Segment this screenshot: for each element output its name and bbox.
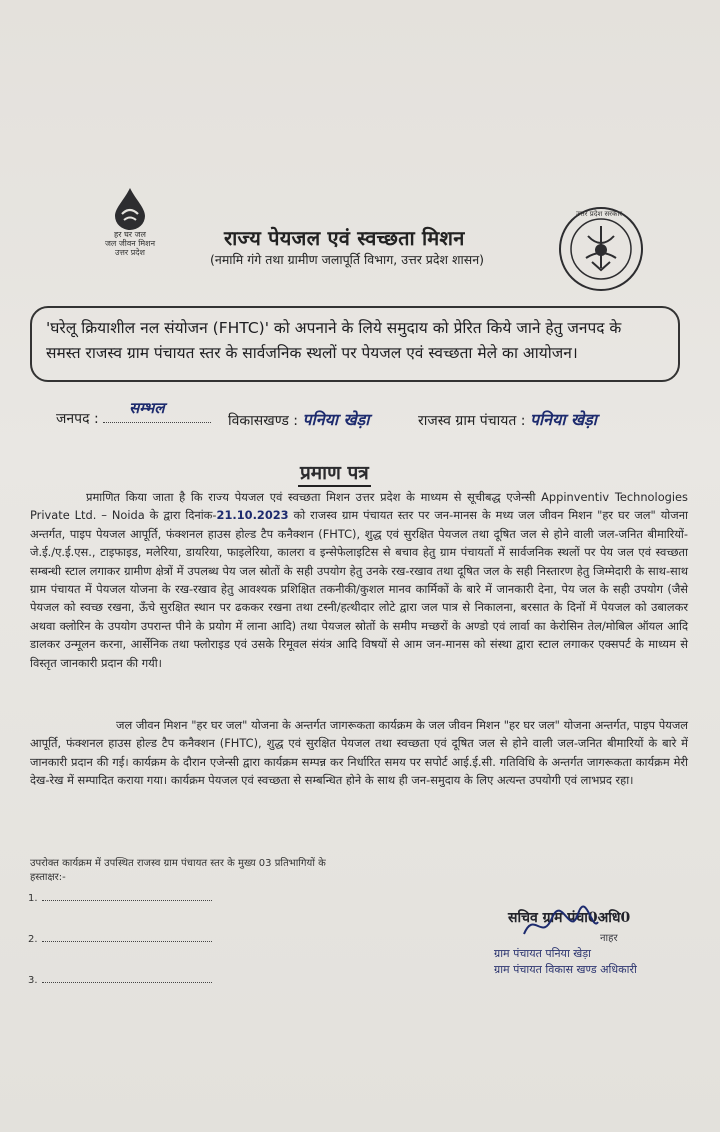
- certificate-paragraph-1: [30, 488, 688, 672]
- seal-line-2: ग्राम पंचायत विकास खण्ड अधिकारी: [494, 963, 637, 976]
- org-subtitle: (नमामि गंगे तथा ग्रामीण जलापूर्ति विभाग, उत्तर प्रदेश शासन): [210, 252, 485, 267]
- logo-text-2: जल जीवन मिशन: [104, 239, 156, 248]
- p1-part-b: को राजस्व ग्राम पंचायत स्तर पर जन-मानस के मध्य जल जीवन मिशन "हर घर जल" योजना अन्तर्गत, पाइप पेयजल आपूर्ति, फंक्शनल हाउस होल्ड टैप कनैक्शन (FHTC), शुद्ध एवं सुरक्षित पेयजल तथा दूषित जल से होने वाली जल-जनित बीमारियों-जे.ई./ए.ई.एस., टाइफाइड, मलेरिया, डायरिया, फाइलेरिया, कालरा व इन्सेफेलाइटिस से बचाव हेतु ग्राम पंचायतों में सार्वजनिक स्थलों पर पेय जल एवं स्वच्छता सम्बन्धी स्टाल लगाकर ग्रामीण क्षेत्रों में उपलब्ध पेय जल स्रोतों के सही उपयोग हेतु उनके रख-रखाव तथा दूषित जल के सही निस्तारण हेतु जिम्मेदारी के साथ-साथ ग्राम पंचायत में पेयजल योजना के रख-रखाव हेतु आवश्यक प्रशिक्षित तकनीकी/कुशल मानव कार्मिकों के बारे में जानकारी देना, पेय जल के सही उपयोग (जैसे पेयजल को स्वच्छ रखना, ऊँचे सुरक्षित स्थान पर ढककर रखना तथा टस्नी/हत्थीदार लोटे द्वारा जल पात्र से निकालना, बरसात के दिनों में पेयजल को उबालकर अथवा क्लोरिन के उपयोग उपरान्त पीने के प्रयोग में लाना आदि) तथा पेयजल स्रोतों के समीप मच्छरों के अण्डो एवं लार्वा का केरोसिन तेल/मोबिल ऑयल आदि डालकर उन्मूलन करना, आर्सेनिक तथा फ्लोराइड एवं उसके रिमूवल संयंत्र आदि विषयों से आम जन-मानस को संस्था द्वारा स्टाल लगाकर एक्सपर्ट के माध्यम से विस्तृत जानकारी प्रदान की गयी।: [30, 508, 688, 670]
- seal-line-1: ग्राम पंचायत पनिया खेड़ा: [494, 947, 592, 960]
- sig-num-2: 2.: [28, 934, 38, 945]
- emblem-text: उत्तर प्रदेश सरकार: [576, 210, 623, 218]
- block-field: [228, 408, 369, 430]
- sig-num-1: 1.: [28, 893, 38, 904]
- org-title: राज्य पेयजल एवं स्वच्छता मिशन: [224, 226, 465, 250]
- block-value: पनिया खेड़ा: [302, 410, 370, 429]
- certificate-paragraph-2: जल जीवन मिशन "हर घर जल" योजना के अन्तर्गत जागरूकता कार्यक्रम के जल जीवन मिशन "हर घर जल" योजना अन्तर्गत, पाइप पेयजल आपूर्ति, फंक्शनल हाउस होल्ड टैप कनैक्शन (FHTC), शुद्ध एवं सुरक्षित पेयजल तथा स्वच्छता एवं दूषित जल से होने वाली जल-जनित बीमारियों के बारे में जानकारी प्रदान की गई। कार्यक्रम के दौरान एजेन्सी द्वारा कार्यक्रम सम्पन्न कर निर्धारित समय पर सपोर्ट आई.ई.सी. गतिविधि के अन्तर्गत जागरूकता कार्यक्रम मेरी देख-रेख में सम्पादित कराया गया। कार्यक्रम पेयजल एवं स्वच्छता से सम्बन्धित होने के साथ ही जन-समुदाय के लिए अत्यन्त उपयोगी एवं लाभप्रद रहा।: [30, 718, 688, 788]
- district-label: जनपद :: [56, 411, 99, 427]
- district-field: [56, 399, 211, 428]
- panchayat-field: [418, 408, 597, 430]
- water-drop-icon: [110, 186, 150, 230]
- har-ghar-jal-logo: [98, 186, 162, 257]
- handwritten-signature: [520, 904, 600, 946]
- event-date: 21.10.2023: [216, 508, 289, 523]
- district-value: सम्भल: [129, 399, 165, 417]
- participant-signature-3: [28, 975, 212, 986]
- logo-text-3: उत्तर प्रदेश: [115, 248, 145, 257]
- panchayat-label: राजस्व ग्राम पंचायत :: [418, 413, 526, 429]
- seal-name: नाहर: [600, 933, 618, 944]
- up-government-emblem: [558, 206, 644, 292]
- participant-signature-2: [28, 934, 212, 945]
- sig-num-3: 3.: [28, 975, 38, 986]
- event-banner: [30, 306, 680, 382]
- participants-note: उपरोक्त कार्यक्रम में उपस्थित राजस्व ग्राम पंचायत स्तर के मुख्य 03 प्रतिभागियों के: [30, 858, 326, 869]
- participant-signature-1: [28, 893, 212, 904]
- panchayat-value: पनिया खेड़ा: [529, 410, 597, 429]
- logo-text-1: हर घर जल: [114, 230, 146, 239]
- banner-line-2: समस्त राजस्व ग्राम पंचायत स्तर के सार्वजनिक स्थलों पर पेयजल एवं स्वच्छता मेले का आयोजन।: [46, 344, 578, 362]
- p1-part-a: प्रमाणित किया जाता है कि राज्य पेयजल एवं स्वच्छता मिशन उत्तर प्रदेश के माध्यम से सूचीबद्ध एजेन्सी Appinventiv Technologies Private Ltd. – Noida के द्वारा दिनांक-: [30, 490, 688, 523]
- block-label: विकासखण्ड :: [228, 413, 299, 429]
- secretary-title: सचिव ग्राम पंचा0अधि0: [508, 910, 631, 926]
- banner-line-1: 'घरेलू क्रियाशील नल संयोजन (FHTC)' को अपनाने के लिये समुदाय को प्रेरित किये जाने हेतु जनपद के: [46, 319, 622, 337]
- signatures-label: हस्ताक्षर:-: [30, 872, 66, 883]
- certificate-title: प्रमाण पत्र: [298, 459, 371, 487]
